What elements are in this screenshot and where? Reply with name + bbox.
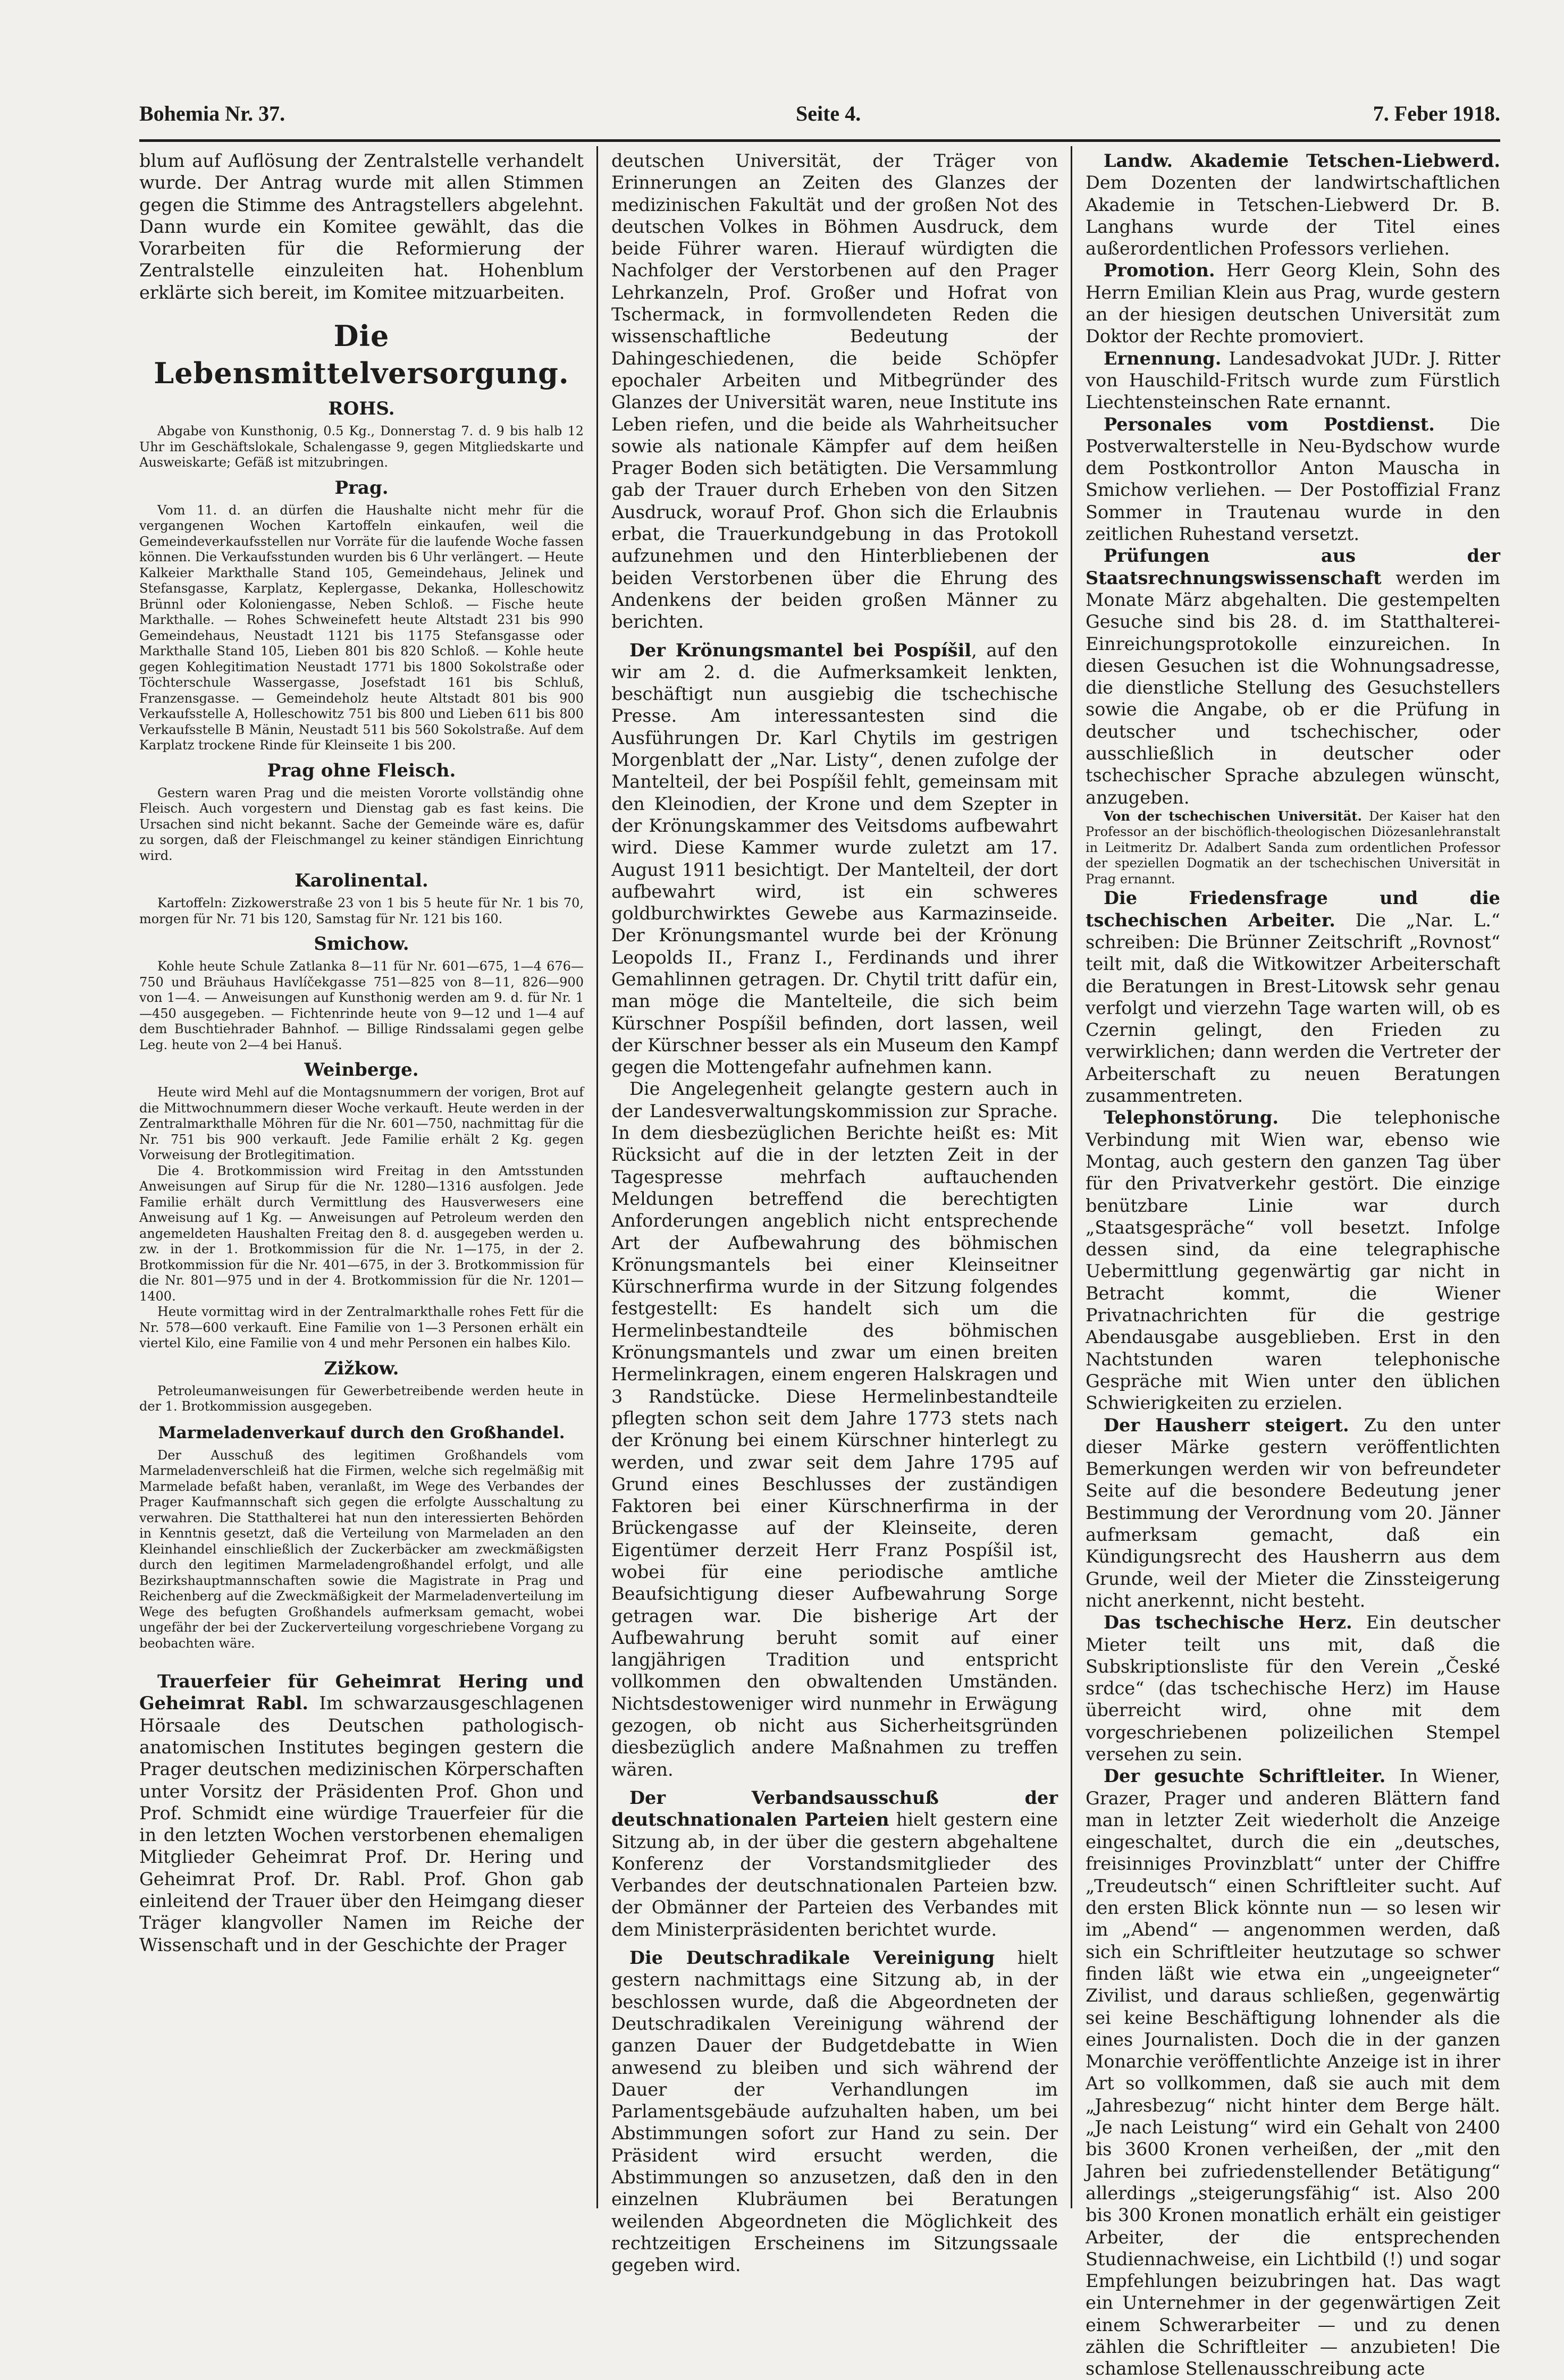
article-text: Die telephonische Verbindung mit Wien war, ebenso wie Montag, auch gestern den ganzen Tag über für den Privatverkehr gestört. Die einzige benützbare Linie war durch „Staatsgespräche“ voll besetzt. Infolge dessen sind, da eine telegraphische Uebermittlung gegenwärtig gar nicht in Betracht kommt, die Wiener Privatnachrichten für die gestrige Abendausgabe ausgeblieben. Erst in den Nachtstunden waren telephonische Gespräche mit Wien unter den üblichen Schwierigkeiten zu erzielen. [1086,1107,1500,1414]
page-number: Seite 4. [796,102,861,125]
article-hausherr [1086,1414,1500,1612]
spacer [139,1651,584,1670]
notice-paragraph: Der Ausschuß des legitimen Großhandels vom Marmeladenverschleiß hat die Firmen, welche sich regelmäßig mit Marmelade befaßt haben, veranlaßt, im Wege des Verbandes der Prager Kaufmannschaft sich gegen die erfolgte Ausschaltung zu verwahren. Die Statthalterei hat nun den interessierten Behörden in Kenntnis gesetzt, daß die Verteilung von Marmeladen an den Kleinhandel einschließlich der Zuckerbäcker am zweckmäßigsten durch den legitimen Marmeladengroßhandel erfolgt, und alle Bezirkshauptmannschaften sowie die Magistrate in Prag und Reichenberg auf die Zweckmäßigkeit der Marmeladenverteilung im Wege des befugten Großhandels aufmerksam gemacht, wobei ungefähr der bei der Zuckerverteilung vorgeschriebene Vorgang zu beobachten wäre. [139,1447,584,1651]
article-tschechische-universitaet [1086,808,1500,888]
subheading-rohs: ROHS. [328,398,395,420]
notice-paragraph: Abgabe von Kunsthonig, 0.5 Kg., Donnerstag 7. d. 9 bis halb 12 Uhr im Geschäftslokale, Schalengasse 9, gegen Mitgliedskarte und Ausweiskarte; Gefäß ist mitzubringen. [139,424,584,470]
article-schriftleiter [1086,1765,1500,2379]
article-trauerfeier [139,1670,584,1956]
article-text: Landesadvokat JUDr. J. Ritter von Hauschild-Fritsch wurde zum Fürstlich Liechtensteinschen Rate ernannt. [1086,348,1500,413]
article-verbandsausschuss [611,1787,1058,1940]
page-header [139,96,1500,133]
article-text: Die „Nar. L.“ schreiben: Die Brünner Zeitschrift „Rovnost“ teilt mit, daß die Witkowitzer Arbeiterschaft die Beratungen in Brest-Litowsk sehr genau verfolgt und vierzehn Tage warten will, ob es Czernin gelingt, den Frieden zu verwirklichen; dann werden die Vertreter der Arbeiterschaft zu neuen Beratungen zusammentreten. [1086,909,1500,1107]
article-text: Der Kaiser hat den Professor an der bischöflich-theologischen Diözesanlehranstalt in Leitmeritz Dr. Adalbert Sanda zum ordentlichen Professor der speziellen Dogmatik an der tschechischen Universität in Prag ernannt. [1086,808,1500,887]
article-lead: Der Krönungsmantel bei Pospíšil [629,639,972,661]
article-ernennung [1086,348,1500,413]
subheading-zizkow: Zižkow. [324,1357,399,1379]
column-rule-1 [596,146,598,2208]
article-lead: Von der tschechischen Universität. [1104,808,1362,824]
article-text: , auf den wir am 2. d. die Aufmerksamkeit lenkten, beschäftigt nun ausgiebig die tschechische Presse. Am interessantesten sind die Ausführungen Dr. Karl Chytils im gestrigen Morgenblatt der „Nar. Listy“, denen zufolge der Mantelteil, der bei Pospíšil fehlt, gemeinsam mit den Kleinodien, der Krone und dem Szepter in der Krönungskammer des Veitsdoms aufbewahrt wird. Diese Kammer wurde zuletzt am 17. August 1911 besichtigt. Der Mantelteil, der dort aufbewahrt wird, ist ein schweres goldburchwirktes Gewebe aus Karmazinseide. Der Krönungsmantel wurde bei der Krönung Leopolds II., Franz I., Ferdinands und ihrer Gemahlinnen getragen. Dr. Chytil tritt dafür ein, man möge die Mantelteile, die sich beim Kürschner Pospíšil befinden, dort lassen, weil der Kürschner besser als ein Museum den Kampf gegen die Mottengefahr aufnehmen kann. [611,639,1058,1078]
article-akademie [1086,150,1500,259]
subheading-karolinental: Karolinental. [295,870,428,892]
article-lead: Der Verbandsausschuß der deutschnationalen Parteien [611,1787,1058,1830]
article-lead: Die Deutschradikale Vereinigung [629,1947,995,1969]
article-lead: Promotion. [1104,260,1215,281]
article-kroenungsmantel [611,639,1058,1078]
article-deutschradikale [611,1947,1058,2276]
article-text: Dem Dozenten der landwirtschaftlichen Akademie in Tetschen-Liebwerd Dr. B. Langhans wurde der Titel eines außerordentlichen Professors verliehen. [1086,172,1500,259]
column-1 [139,150,584,2208]
notice-paragraph: Heute vormittag wird in der Zentralmarkthalle rohes Fett für die Nr. 578—600 verkauft. Eine Familie von 1—3 Personen erhält ein viertel Kilo, eine Familie von 4 und mehr Personen ein halbes Kilo. [139,1304,584,1351]
notice-paragraph: Die 4. Brotkommission wird Freitag in den Amtsstunden Anweisungen auf Sirup für die Nr. 1280—1316 ausfolgen. Jede Familie erhält durch Vermittlung des Hausverwesers eine Anweisung auf 1 Kg. — Anweisungen auf Petroleum werden den angemeldeten Haushalten Freitag den 8. d. ausgegeben werden u. zw. in der 1. Brotkommission für die Nr. 1—175, in der 2. Brotkommission für die Nr. 401—675, in der 3. Brotkommission für die Nr. 801—975 und in der 4. Brotkommission für die Nr. 1201—1400. [139,1163,584,1304]
subheading-weinberge: Weinberge. [304,1059,419,1081]
article-friedensfrage [1086,887,1500,1107]
article-text: hielt gestern eine Sitzung ab, in der über die gestern abgehaltene Konferenz der Vorstandsmitglieder des Verbandes der deutschnationalen Parteien bzw. der Obmänner der Parteien des Verbandes mit dem Ministerpräsidenten berichtet wurde. [611,1809,1058,1940]
article-text: Die Postverwalterstelle in Neu-Bydschow wurde dem Postkontrollor Anton Mauscha in Smichow verliehen. — Der Postoffizial Franz Sommer in Trautenau wurde in den zeitlichen Ruhestand versetzt. [1086,413,1501,545]
article-paragraph: deutschen Universität, der Träger von Erinnerungen an Zeiten des Glanzes der medizinischen Fakultät und der großen Not des deutschen Volkes in Böhmen Ausdruck, dem beide Führer waren. Hierauf würdigten die Nachfolger der Verstorbenen auf den Prager Lehrkanzeln, Prof. Großer und Hofrat von Tschermack, in formvollendeten Reden die wissenschaftliche Bedeutung der Dahingeschiedenen, die beide Schöpfer epochaler Arbeiten und Mitbegründer des Glanzes der Universität waren, neue Institute ins Leben riefen, und die beide als Wahrheitsucher sowie als nationale Kämpfer auf dem heißen Prager Boden sich betätigten. Die Versammlung gab der Trauer durch Erheben von den Sitzen Ausdruck, worauf Prof. Ghon sich die Erlaubnis erbat, die Trauerkundgebung in das Protokoll aufzunehmen und den Hinterbliebenen der beiden Verstorbenen über die Ehrung des Andenkens der beiden großen Männer zu berichten. [611,150,1058,632]
subheading-marmelade: Marmeladenverkauf durch den Großhandel. [158,1423,565,1442]
article-tschechisches-herz [1086,1611,1500,1765]
article-text: hielt gestern nachmittags eine Sitzung ab, in der beschlossen wurde, daß die Abgeordneten der Deutschradikalen Vereinigung während der ganzen Dauer der Budgetdebatte in Wien anwesend zu bleiben und sich während der Dauer der Verhandlungen im Parlamentsgebäude aufzuhalten haben, um bei Abstimmungen sofort zur Hand zu sein. Der Präsident wird ersucht werden, die Abstimmungen so anzusetzen, daß den in den einzelnen Klubräumen bei Beratungen weilenden Abgeordneten die Möglichkeit des rechtzeitigen Erscheinens im Sitzungssaale gegeben wird. [611,1947,1058,2276]
article-telephonstoerung [1086,1107,1500,1414]
article-lead: Der gesuchte Schriftleiter. [1104,1766,1386,1787]
notice-paragraph: Kohle heute Schule Zatlanka 8—11 für Nr. 601—675, 1—4 676—750 und Bräuhaus Havlíčekgasse 751—825 von 8—11, 826—900 von 1—4. — Anweisungen auf Kunsthonig werden am 9. d. für Nr. 1—450 ausgegeben. — Fichtenrinde heute von 9—12 und 1—4 auf dem Buschtiehrader Bahnhof. — Billige Rindssalami gegen gelbe Leg. heute von 2—4 bei Hanuš. [139,959,584,1052]
column-rule-2 [1071,146,1072,2208]
article-lead: Die Friedensfrage und die tschechischen Arbeiter. [1086,888,1500,931]
article-lead: Telephonstörung. [1104,1107,1279,1128]
article-lead: Das tschechische Herz. [1104,1612,1352,1633]
article-personales [1086,413,1500,545]
article-lead: Personales vom Postdienst. [1104,413,1435,435]
article-paragraph: Die Angelegenheit gelangte gestern auch in der Landesverwaltungskommission zur Sprache. In dem diesbezüglichen Berichte heißt es: Mit Rücksicht auf die in der letzten Zeit in der Tagespresse mehrfach auftauchenden Meldungen betreffend die berechtigten Anforderungen angeblich nicht entsprechende Art der Aufbewahrung des böhmischen Krönungsmantels bei einer Kleinseitner Kürschnerfirma wurde in der Sitzung folgendes festgestellt: Es handelt sich um die Hermelinbestandteile des böhmischen Krönungsmantels und zwar um einen breiten Hermelinkragen, einem engeren Halskragen und 3 Randstücke. Diese Hermelinbestandteile pflegten schon seit dem Jahre 1773 stets nach der Krönung bei einem Kürschner hinterlegt zu werden, und zwar seit dem Jahre 1795 auf Grund eines Beschlusses der zuständigen Faktoren bei einer Kürschnerfirma in der Brückengasse auf der Kleinseite, deren Eigentümer derzeit Herr Franz Pospíšil ist, wobei für eine periodische amtliche Beaufsichtigung dieser Aufbewahrung Sorge getragen war. Die bisherige Art der Aufbewahrung beruht somit auf einer langjährigen Tradition und entspricht vollkommen den obwaltenden Umständen. Nichtsdestoweniger wird nunmehr in Erwägung gezogen, ob nicht aus Sicherheitsgründen diesbezüglich andere Maßnahmen zu treffen wären. [611,1078,1058,1780]
article-text: Zu den unter dieser Märke gestern veröffentlichten Bemerkungen werden wir von befreundeter Seite auf die besondere Bedeutung jener Bestimmung der Verordnung vom 20. Jänner aufmerksam gemacht, daß ein Kündigungsrecht des Hausherrn aus dem Grunde, weil der Mieter die Zinssteigerung nicht anerkennt, nicht besteht. [1086,1414,1500,1611]
notice-paragraph: Gestern waren Prag und die meisten Vororte vollständig ohne Fleisch. Auch vorgestern und Dienstag gab es fast keins. Die Ursachen sind nicht bekannt. Sache der Gemeinde wäre es, dafür zu sorgen, daß der Fleischmangel zu keiner ständigen Einrichtung wird. [139,785,584,863]
header-rule [139,139,1500,142]
notice-paragraph: Vom 11. d. an dürfen die Haushalte nicht mehr für die vergangenen Wochen Kartoffeln einkaufen, weil die Gemeindeverkaufsstellen nur Vorräte für die laufende Woche fassen können. Die Verkaufsstunden wurden bis 6 Uhr verlängert. — Heute Kalkeier Markthalle Stand 105, Gemeindehaus, Jelinek und Stefansgasse, Karplatz, Keplergasse, Dekanka, Holleschowitz Brünnl oder Koloniengasse, Neben Schloß. — Fische heute Markthalle. — Rohes Schweinefett heute Altstadt 231 bis 990 Gemeindehaus, Neustadt 1121 bis 1175 Stefansgasse oder Markthalle Stand 105, Lieben 801 bis 820 Schloß. — Kohle heute gegen Kohlegitimation Neustadt 1771 bis 1800 Sokolstraße oder Töchterschule Wassergasse, Josefstadt 161 bis Schluß, Franzensgasse. — Gemeindeholz heute Altstadt 801 bis 900 Verkaufsstelle A, Holleschowitz 751 bis 800 und Lieben 611 bis 800 Verkaufsstelle B Mänin, Neustadt 511 bis 560 Sokolstraße. Auf dem Karplatz trockene Rinde für Kleinseite 1 bis 200. [139,502,584,753]
article-lead: Prüfungen aus der Staatsrechnungswissenschaft [1086,545,1500,588]
subheading-smichow: Smichow. [314,933,409,955]
article-text: Ein deutscher Mieter teilt uns mit, daß die Subskriptionsliste für den Verein „České srdce“ (das tschechische Herz) im Hause überreicht wird, ohne mit dem vorgeschriebenen polizeilichen Stempel versehen zu sein. [1086,1612,1500,1765]
article-text: Im schwarzausgeschlagenen Hörsaale des Deutschen pathologisch-anatomischen Institutes begingen gestern die Prager deutschen medizinischen Körperschaften unter Vorsitz der Präsidenten Prof. Ghon und Prof. Schmidt eine würdige Trauerfeier für die in den letzten Wochen verstorbenen ehemaligen Mitglieder Geheimrat Prof. Dr. Hering und Geheimrat Prof. Dr. Rabl. Prof. Ghon gab einleitend der Trauer über den Heimgang dieser Träger klangvoller Namen im Reiche der Wissenschaft und in der Geschichte der Prager [139,1693,584,1955]
notice-paragraph: Heute wird Mehl auf die Montagsnummern der vorigen, Brot auf die Mittwochnummern dieser Woche verkauft. Heute werden in der Zentralmarkthalle Möhren für die Nr. 601—750, nachmittag für die Nr. 751 bis 900 verkauft. Jede Familie erhält 2 Kg. gegen Vorweisung der Brotlegitimation. [139,1085,584,1163]
issue-date: 7. Feber 1918. [1373,102,1500,125]
subheading-prag-ohne-fleisch: Prag ohne Fleisch. [267,759,456,781]
article-paragraph: blum auf Auflösung der Zentralstelle verhandelt wurde. Der Antrag wurde mit allen Stimmen gegen die Stimme des Antragstellers abgelehnt. Dann wurde ein Komitee gewählt, das die Vorarbeiten für die Reformierung der Zentralstelle einzuleiten hat. Hohenblum erklärte sich bereit, im Komitee mitzuarbeiten. [139,150,584,303]
issue-number: Bohemia Nr. 37. [139,102,285,125]
column-3 [1086,150,1501,2379]
article-text: In Wiener, Grazer, Prager und anderen Blättern fand man in letzter Zeit wiederholt die Anzeige eingeschaltet, durch die ein „deutsches, freisinniges Provinzblatt“ unter der Chiffre „Treudeutsch“ einen Schriftleiter sucht. Auf den ersten Blick könnte nun — so lesen wir im „Abend“ — angenommen werden, daß sich ein Schriftleiter heutzutage so schwer finden läßt wie etwa ein „ungeeigneter“ Zivilist, und daraus schließen, gegenwärtig sei keine Beschäftigung lohnender als die eines Journalisten. Doch die in der ganzen Monarchie veröffentlichte Anzeige ist in ihrer Art so vollkommen, daß sie auch mit dem „Jahresbezug“ nicht hinter dem Berge hält. „Je nach Leistung“ wird ein Gehalt von 2400 bis 3600 Kronen verheißen, der „mit den Jahren bei zufriedenstellender Betätigung“ allerdings „steigerungsfähig“ ist. Also 200 bis 300 Kronen monatlich erhält ein geistiger Arbeiter, der die entsprechenden Studiennachweise, ein Lichtbild (!) und sogar Empfehlungen beizubringen hat. Das wagt ein Unternehmer in der gegenwärtigen Zeit einem Schwerarbeiter — und zu denen zählen die Schriftleiter — anzubieten! Die schamlose Stellenausschreibung acte [1086,1766,1500,2379]
notice-paragraph: Petroleumanweisungen für Gewerbetreibende werden heute in der 1. Brotkommission ausgegeben. [139,1383,584,1414]
article-lead: Landw. Akademie Tetschen-Liebwerd. [1104,150,1500,171]
column-2 [611,150,1058,2276]
spacer [611,1940,1058,1947]
article-text: Herr Georg Klein, Sohn des Herrn Emilian Klein aus Prag, wurde gestern an der hiesigen deutschen Universität zum Doktor der Rechte promoviert. [1086,260,1500,347]
article-lead: Trauerfeier für Geheimrat Hering und Geheimrat Rabl. [139,1671,584,1714]
article-pruefungen [1086,545,1500,808]
article-promotion [1086,259,1500,347]
notice-paragraph: Kartoffeln: Zizkowerstraße 23 von 1 bis 5 heute für Nr. 1 bis 70, morgen für Nr. 71 bis 120, Samstag für Nr. 121 bis 160. [139,896,584,926]
article-lead: Der Hausherr steigert. [1104,1414,1349,1436]
article-lead: Ernennung. [1104,348,1222,369]
spacer [611,633,1058,639]
article-text: werden im Monate März abgehalten. Die gestempelten Gesuche sind bis 28. d. im Statthalterei-Einreichungsprotokolle einzureichen. In diesen Gesuchen ist die Wohnungsadresse, die dienstliche Stellung des Gesuchstellers sowie die Angabe, ob er die Prüfung in deutscher und tschechischer, oder ausschließlich in deutscher oder tschechischer Sprache abzulegen wünscht, anzugeben. [1086,567,1500,808]
spacer [611,1780,1058,1787]
section-heading: Die Lebensmittelversorgung. [154,319,569,391]
subheading-prag: Prag. [334,477,389,499]
